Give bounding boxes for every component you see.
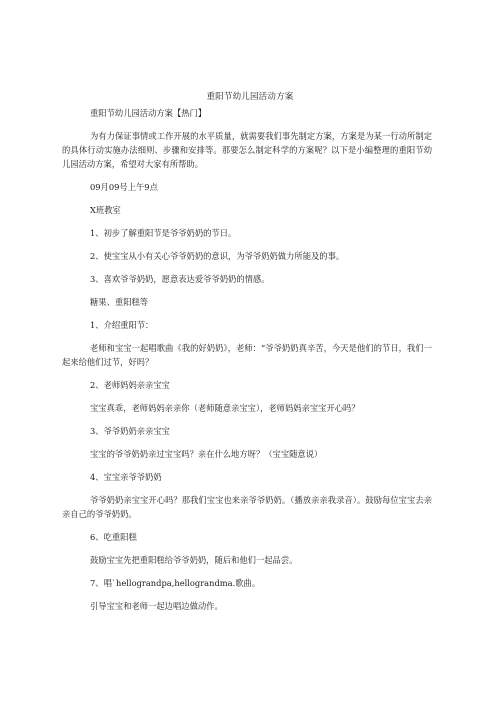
paragraph: X班教室	[90, 205, 121, 215]
paragraph: 4、宝宝亲爷爷奶奶	[90, 472, 162, 482]
paragraph: 7、唱`hellograndpa,hellograndma.歌曲。	[90, 578, 261, 588]
paragraph: 1、初步了解重阳节是爷爷奶奶的节日。	[90, 228, 237, 238]
paragraph: 2、使宝宝从小有关心爷爷奶奶的意识，为爷爷奶奶做力所能及的事。	[90, 251, 345, 261]
paragraph: 宝宝的爷爷奶奶亲过宝宝吗？亲在什么地方呀？（宝宝随意说）	[90, 449, 323, 459]
paragraph: 为有力保证事情或工作开展的水平质量，就需要我们事先制定方案，方案是为某一行动所制定的具体行动实施办法细则、步骤和安排等。那要怎么制定科学的方案呢？以下是小编整理的重阳节幼儿园活动方案，希望对大家有所帮助。	[62, 131, 432, 169]
paragraph: 3、喜欢爷爷奶奶，愿意表达爱爷爷奶奶的情感。	[90, 274, 270, 284]
paragraph: 老师和宝宝一起唱歌曲《我的好奶奶》，老师：“爷爷奶奶真辛苦，今天是他们的节日，我们一起来给他们过节，好吗？	[62, 343, 432, 367]
paragraph: 糖果、重阳糕等	[90, 297, 149, 307]
paragraph: 重阳节幼儿园活动方案【热门】	[90, 108, 207, 118]
paragraph: 引导宝宝和老师一起边唱边做动作。	[90, 601, 223, 611]
paragraph: 鼓励宝宝先把重阳糕给爷爷奶奶，随后和他们一起品尝。	[90, 555, 298, 565]
paragraph: 6、吃重阳糕	[90, 532, 137, 542]
document-body	[62, 106, 432, 622]
paragraph: 3、爷爷奶奶亲亲宝宝	[90, 426, 170, 436]
paragraph: 1、介绍重阳节：	[90, 320, 154, 330]
paragraph: 09月09号上午9点	[90, 182, 158, 192]
paragraph: 2、老师妈妈亲亲宝宝	[90, 380, 170, 390]
paragraph: 爷爷奶奶亲宝宝开心吗？那我们宝宝也来亲爷爷奶奶。（播放亲亲我录音）。鼓励每位宝宝去亲亲自己的爷爷奶奶。	[62, 495, 432, 519]
paragraph: 宝宝真乖，老师妈妈亲亲你（老师随意亲宝宝），老师妈妈亲宝宝开心吗？	[90, 403, 360, 413]
document-title: 重阳节幼儿园活动方案	[206, 92, 294, 102]
